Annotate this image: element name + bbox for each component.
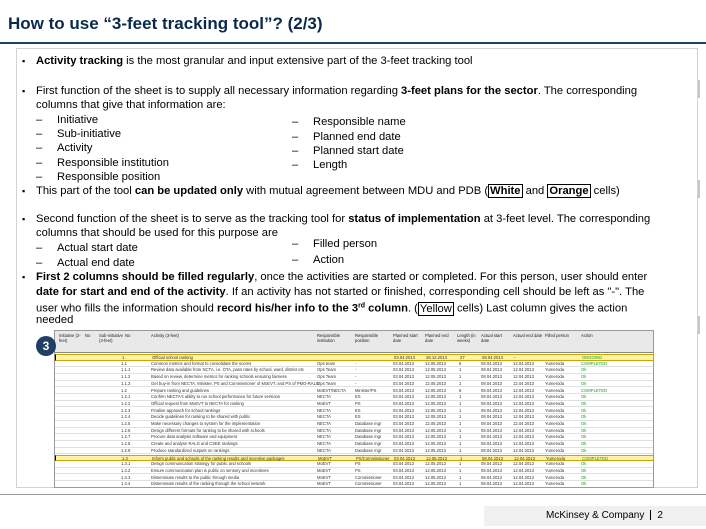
sheet-cell: 03.04.2013 [393,380,414,386]
sheet-cell: Yumeroda [545,414,565,420]
sheet-cell: 1.2.4 [121,414,131,420]
sheet-cell: Official request from MoEVT to NECTA for ranking [151,400,244,406]
sheet-cell: 12.05.2013 [425,461,446,467]
footer [484,506,706,526]
column-item: Length [313,159,348,171]
sheet-cell: 1.2.5 [121,421,131,426]
sheet-cell: 12.04.2013 [513,461,534,467]
sheet-cell: 12.05.2013 [425,380,446,386]
sheet-cell: PS [355,400,361,406]
sheet-cell: Yumeroda [545,461,565,467]
sheet-cell: 03.04.2013 [393,394,414,400]
sheet-cell: Common metrics and format to consolidate the scores [151,360,252,366]
sheet-header-cell: Initiative (3-feet) [59,333,81,343]
sheet-row [55,414,654,421]
column-item: Actual start date [57,242,138,254]
sheet-cell: - [355,360,357,366]
sheet-cell: Disseminate results to the public through media [151,474,240,480]
sheet-cell: 1 [459,441,462,447]
sheet-cell: 03.04.2013 [393,360,414,366]
sheet-cell: Yumeroda [545,447,565,453]
sheet-cell: 08.04.2013 [481,447,502,453]
sheet-cell: 08.04.2013 [481,421,502,426]
sheet-cell: 1 [459,414,462,420]
sheet-cell: Ok [581,447,587,453]
sheet-cell: 03.04.2013 [393,387,414,393]
sheet-cell: 1 [460,455,463,461]
sheet-row [55,475,654,482]
step-badge: 3 [36,336,56,356]
sheet-cell: 12.04.2013 [513,474,534,480]
sheet-cell: Yumeroda [545,421,565,426]
sheet-cell: 1.2.3 [121,407,131,413]
bullet-marker: ▪ [22,272,26,282]
sheet-cell: 1.2.6 [121,427,131,433]
column-item: Responsible institution [57,157,169,169]
bullet-fill-regularly: First 2 columns should be filled regularly, once the activities are started or completed. For this person, user should enter [36,271,648,283]
sheet-cell: Ops Team [317,380,337,386]
sheet-row [55,381,654,388]
sheet-cell: PS [355,467,361,473]
sheet-cell: 12.05.2013 [425,467,446,473]
sheet-cell: 12.04.2013 [513,427,534,433]
sheet-cell: 1.3 [122,455,128,461]
sheet-cell: 1 [459,481,462,487]
sheet-cell: 12.04.2013 [513,367,534,373]
sheet-cell: Database mgr [355,441,382,447]
sheet-row [55,461,654,468]
sheet-cell: 03.04.2013 [393,481,414,487]
sheet-cell: MoEVT [317,461,331,467]
sheet-row [55,401,654,408]
sheet-cell: 08.04.2013 [482,455,503,461]
sheet-cell: 1 [122,355,125,360]
bullet-marker: ▪ [22,56,26,66]
bullet-fill-regularly-cont: date for start and end of the activity. If an activity has not started or finished, corresponding cell should be left as "-". The [36,286,645,298]
column-item: Activity [57,142,93,154]
column-item: Planned start date [313,145,404,157]
sheet-cell: Finalise approach for school rankings [151,407,221,413]
tracking-sheet-screenshot [54,330,654,488]
sheet-cell: 1.3.3 [121,474,131,480]
sheet-cell: MoEVT [317,400,331,406]
sheet-cell: Get buy-in from NECTA, Minister, PS and Commissioner of MoEVT, and PS of PMO-RALG [151,380,320,386]
sheet-cell: Create and analyse RALG and CSEE rankings [151,441,238,447]
sheet-cell: 1.3.2 [121,467,131,473]
sheet-cell: 1.2.8 [121,441,131,447]
sheet-cell: 08.04.2013 [481,380,502,386]
sheet-row [55,448,654,455]
sheet-cell: 12.05.2013 [425,367,446,373]
sheet-header-cell: Planned start date [393,333,418,343]
sheet-cell: 1 [459,434,462,440]
sheet-cell: 12.04.2013 [513,414,534,420]
sheet-cell: 08.04.2013 [481,407,502,413]
sheet-cell: 1.2 [121,387,127,393]
sheet-header-cell: Responsible institution [317,333,341,343]
column-item: Filled person [313,238,378,250]
sheet-cell: 12.04.2013 [513,360,534,366]
sheet-header-cell: Actual start date [481,333,502,343]
sheet-cell: Yumeroda [545,387,565,393]
sheet-cell: 1.1.2 [121,374,131,380]
sheet-row [55,361,654,368]
sheet-cell: Ops Team [317,374,337,380]
sheet-cell: 1 [459,407,462,413]
scroll-mark [698,80,700,98]
sheet-cell: Review data available from NCTA, i.e. OTA, pass rates by school, ward, district etc [151,367,304,373]
sheet-cell: 1.2.9 [121,447,131,453]
sheet-cell: 1.1 [121,360,127,366]
sheet-row [55,421,654,428]
sheet-cell: Yumeroda [545,380,565,386]
sheet-cell: 12.04.2013 [513,447,534,453]
sheet-cell: Database mgr [355,434,382,440]
sheet-cell: 1 [459,447,462,453]
bullet-first-function: First function of the sheet is to supply all necessary information regarding 3-feet plans for the sector. The corresponding [36,85,638,97]
sheet-cell: 1 [459,427,462,433]
sheet-cell: 12.05.2013 [425,427,446,433]
sheet-cell: 08.04.2013 [481,387,502,393]
bullet-activity-tracking: Activity tracking is the most granular and input extensive part of the 3-feet tracking tool [36,55,473,67]
sheet-cell: NECTA [317,414,331,420]
bullet-first-function-cont: columns that give that information are: [36,99,226,111]
sheet-cell: 12.04.2013 [513,374,534,380]
sheet-cell: Yumeroda [545,360,565,366]
sheet-cell: Yumeroda [545,427,565,433]
sheet-cell: NECTA [317,394,331,400]
sheet-cell: 1.2.2 [121,400,131,406]
sheet-cell: Ensure communication plan is public on sensory and incentives [151,467,269,473]
sheet-cell: Yumeroda [545,441,565,447]
sheet-row [55,455,654,462]
sheet-cell: Ok [581,394,587,400]
sheet-cell: 08.04.2013 [481,374,502,380]
bullet-marker: ▪ [22,86,26,96]
sheet-header-cell: No [125,333,131,338]
sheet-cell: 1.1.1 [121,367,131,373]
sheet-cell: Ok [581,414,587,420]
sheet-cell: 12.05.2013 [425,360,446,366]
sheet-cell: - [514,355,516,360]
sheet-cell: MoEVT [317,474,331,480]
sheet-row [55,374,654,381]
sheet-cell: Produce standardized outputs on rankings [151,447,230,453]
sheet-cell: 12.04.2013 [513,387,534,393]
sheet-cell: - [355,380,357,386]
sheet-cell: ES [355,414,361,420]
sheet-cell: 12.05.2013 [425,374,446,380]
sheet-cell: ONGOING [582,355,603,360]
sheet-cell: 6 [459,387,462,393]
sheet-cell: 03.04.2013 [393,400,414,406]
bullet-marker: ▪ [22,214,26,224]
sheet-cell: 12.05.2013 [425,407,446,413]
sheet-cell: NECTA [317,421,331,426]
sheet-cell: 08.04.2013 [481,481,502,487]
sheet-cell: ES [355,394,361,400]
sheet-cell: 12.05.2013 [425,434,446,440]
sheet-cell: 03.04.2013 [393,434,414,440]
sheet-cell: 12.04.2013 [513,394,534,400]
sheet-cell: 12.05.2013 [425,414,446,420]
sheet-cell: Ok [581,481,587,487]
sheet-cell: 08.04.2013 [482,355,503,360]
sheet-header-cell: Activity (3-feet) [151,333,179,338]
sheet-cell: - [355,367,357,373]
sheet-row [55,388,654,395]
sheet-cell: NECTA [317,407,331,413]
sheet-row [55,481,654,488]
sheet-cell: Confirm NECTA's ability to run school performance for future versions [151,394,280,400]
sheet-cell: 08.04.2013 [481,441,502,447]
sheet-cell: 12.04.2013 [513,441,534,447]
sheet-cell: 08.04.2013 [481,394,502,400]
sheet-cell: Ok [581,400,587,406]
sheet-cell: NECTA [317,434,331,440]
sheet-cell: Yumeroda [545,374,565,380]
sheet-cell: 03.04.2013 [393,374,414,380]
sheet-cell: Ok [581,421,587,426]
sheet-cell: 03.04.2013 [393,421,414,426]
sheet-cell: 12.05.2013 [426,455,447,461]
sheet-cell: Ok [581,380,587,386]
bullet-fill-regularly-cont: needed [36,314,74,326]
sheet-cell: MoEVT/NECTA [317,387,347,393]
column-item: Sub-initiative [57,128,122,140]
sheet-cell: 03.04.2013 [394,355,415,360]
sheet-cell: Ops Team [317,367,337,373]
sheet-cell: Ok [581,427,587,433]
sheet-row [55,408,654,415]
sheet-cell: Yumeroda [546,455,566,461]
page-number: 2 [657,510,663,521]
sheet-cell: Design different formats for ranking to be shared with schools [151,427,265,433]
sheet-cell: 12.05.2013 [425,394,446,400]
sheet-header-cell: Length (in weeks) [457,333,476,343]
column-item: Action [313,254,345,266]
scroll-mark [698,180,700,198]
sheet-cell: 1.3.4 [121,481,131,487]
sheet-cell: 08.04.2013 [481,400,502,406]
sheet-cell: 08.04.2013 [481,427,502,433]
sheet-cell: 03.04.2013 [393,367,414,373]
title-divider [0,42,706,44]
sheet-cell: Yumeroda [545,434,565,440]
sheet-cell: 12.04.2013 [514,455,535,461]
sheet-cell: NECTA [317,427,331,433]
sheet-cell: 03.04.2013 [393,427,414,433]
sheet-row [55,468,654,475]
sheet-cell: Ok [581,474,587,480]
footer-divider [0,494,706,495]
sheet-cell: 12.04.2013 [513,434,534,440]
sheet-cell: 12.04.2013 [513,407,534,413]
sheet-cell: COMPLETED [581,360,608,366]
sheet-cell: Official school ranking [152,355,193,360]
sheet-cell: 12.04.2013 [513,380,534,386]
bullet-fill-regularly-cont: user who fills the information should record his/her info to the 3rd column. ( Yellow cells) Last column gives the action [36,302,628,315]
sheet-cell: 03.04.2013 [393,414,414,420]
sheet-header-cell: Action [581,333,593,338]
sheet-header-cell: Sub-initiative (3-feet) [99,333,123,343]
sheet-cell: 1 [459,474,462,480]
page-title: How to use “3-feet tracking tool”? (2/3) [8,14,323,33]
sheet-cell: Design communication strategy for public and schools [151,461,252,467]
sheet-cell: Ok [581,407,587,413]
sheet-cell: 1 [459,461,462,467]
sheet-cell: Ops team [317,360,336,366]
sheet-cell: MoEVT [317,481,331,487]
sheet-cell: 1.2.1 [121,394,131,400]
sheet-cell: Yumeroda [545,481,565,487]
sheet-cell: Database mgr [355,421,382,426]
sheet-cell: 1 [459,367,462,373]
sheet-cell: 1 [459,394,462,400]
sheet-cell: Ok [581,434,587,440]
sheet-cell: Yumeroda [545,467,565,473]
sheet-cell: Minister/PS [355,387,377,393]
sheet-cell: PS/Commissioner [356,455,390,461]
sheet-cell: 12.05.2013 [425,474,446,480]
sheet-cell: 1.3.1 [121,461,131,467]
sheet-cell: 03.04.2013 [393,461,414,467]
sheet-cell: 12.04.2013 [513,481,534,487]
footer-company: McKinsey & Company [546,510,645,521]
sheet-row [55,434,654,441]
sheet-cell: 08.04.2013 [481,360,502,366]
sheet-cell: Commissioner [355,474,382,480]
column-item: Responsible name [313,116,406,128]
sheet-header-cell: Planned end date [425,333,449,343]
sheet-cell: 1 [459,421,462,426]
sheet-cell: Make necessary changes to system for the implementation [151,421,261,426]
sheet-cell: PS [355,461,361,467]
sheet-cell: ES [355,407,361,413]
sheet-cell: Yumeroda [545,407,565,413]
sheet-cell: Ok [581,461,587,467]
sheet-cell: 12.05.2013 [425,387,446,393]
sheet-cell: Inform public and schools of the ranking results and incentive packages [152,455,285,461]
sheet-cell: 12.04.2013 [513,467,534,473]
sheet-cell: 12.05.2013 [425,441,446,447]
sheet-cell: Ok [581,374,587,380]
sheet-header-cell: Actual end date [513,333,543,338]
sheet-cell: Yumeroda [545,367,565,373]
sheet-row [55,354,654,361]
sheet-cell: 12.05.2013 [425,481,446,487]
sheet-cell: Disseminate results of the ranking through the school network [151,481,266,487]
sheet-cell: MoEVT [317,467,331,473]
sheet-cell: 1 [459,467,462,473]
sheet-cell: 08.04.2013 [481,461,502,467]
sheet-cell: 03.04.2013 [393,407,414,413]
sheet-cell: 1.1.3 [121,380,131,386]
sheet-cell: 12.05.2013 [425,400,446,406]
sheet-cell: 1 [459,400,462,406]
sheet-cell: 27 [460,355,465,360]
sheet-cell: 1 [459,374,462,380]
sheet-header-cell: No [85,333,91,338]
bullet-update-rule: This part of the tool can be updated only with mutual agreement between MDU and PDB ( White and Orange cells) [36,185,620,197]
sheet-cell: Yumeroda [545,400,565,406]
sheet-cell: 08.04.2013 [481,467,502,473]
sheet-cell: 08.04.2013 [481,367,502,373]
sheet-cell: Ok [581,441,587,447]
bullet-second-function: Second function of the sheet is to serve as the tracking tool for status of implementation at 3-feet level. The corresponding [36,213,651,225]
sheet-row [55,441,654,448]
column-item: Initiative [57,114,99,126]
sheet-cell: NECTA [317,447,331,453]
sheet-cell: 08.04.2013 [481,414,502,420]
bullet-marker: ▪ [22,186,26,196]
sheet-cell: 03.04.2013 [393,474,414,480]
sheet-cell: 6 [459,360,462,366]
sheet-cell: Database mgr [355,427,382,433]
sheet-cell: 12.05.2013 [425,421,446,426]
sheet-cell: 03.04.2013 [394,455,415,461]
sheet-cell: - [355,374,357,380]
sheet-cell: Ok [581,467,587,473]
sheet-cell: 12.04.2013 [513,421,534,426]
sheet-cell: 03.04.2013 [393,447,414,453]
sheet-cell: Database mgr [355,447,382,453]
sheet-row [55,367,654,374]
sheet-cell: 08.04.2013 [481,474,502,480]
sheet-cell: Procure data analysis software and equipment [151,434,238,440]
bullet-second-function-cont: columns that should be used for this purpose are [36,227,278,239]
sheet-cell: COMPLETED [581,387,608,393]
sheet-cell: Based on review, determine metrics for ranking schools ensuring fairness [151,374,287,380]
sheet-header-row [55,331,654,353]
sheet-cell: COMPLETED [582,455,609,461]
sheet-cell: Yumeroda [545,394,565,400]
sheet-cell: Decide guidelines for ranking to be shared with public [151,414,251,420]
sheet-cell: 12.04.2013 [513,400,534,406]
sheet-cell: 1.2.7 [121,434,131,440]
column-item: Actual end date [57,257,135,269]
sheet-cell: 08.04.2013 [481,434,502,440]
scroll-mark [698,316,700,334]
sheet-cell: Yumeroda [545,474,565,480]
sheet-cell: 03.04.2013 [393,441,414,447]
sheet-cell: 26.12.2013 [426,355,447,360]
sheet-cell: 12.05.2013 [425,447,446,453]
sheet-cell: Prepare ranking and guidelines [151,387,209,393]
sheet-cell: NECTA [317,441,331,447]
column-item: Planned end date [313,131,401,143]
sheet-cell: 03.04.2013 [393,467,414,473]
sheet-cell: MoEVT [318,455,332,461]
sheet-header-cell: Responsible position [355,333,379,343]
sheet-row [55,394,654,401]
column-item: Responsible position [57,171,161,183]
sheet-header-cell: Filled person [545,333,569,338]
sheet-cell: Commissioner [355,481,382,487]
sheet-cell: Ok [581,367,587,373]
sheet-row [55,428,654,435]
sheet-cell: 1 [459,380,462,386]
